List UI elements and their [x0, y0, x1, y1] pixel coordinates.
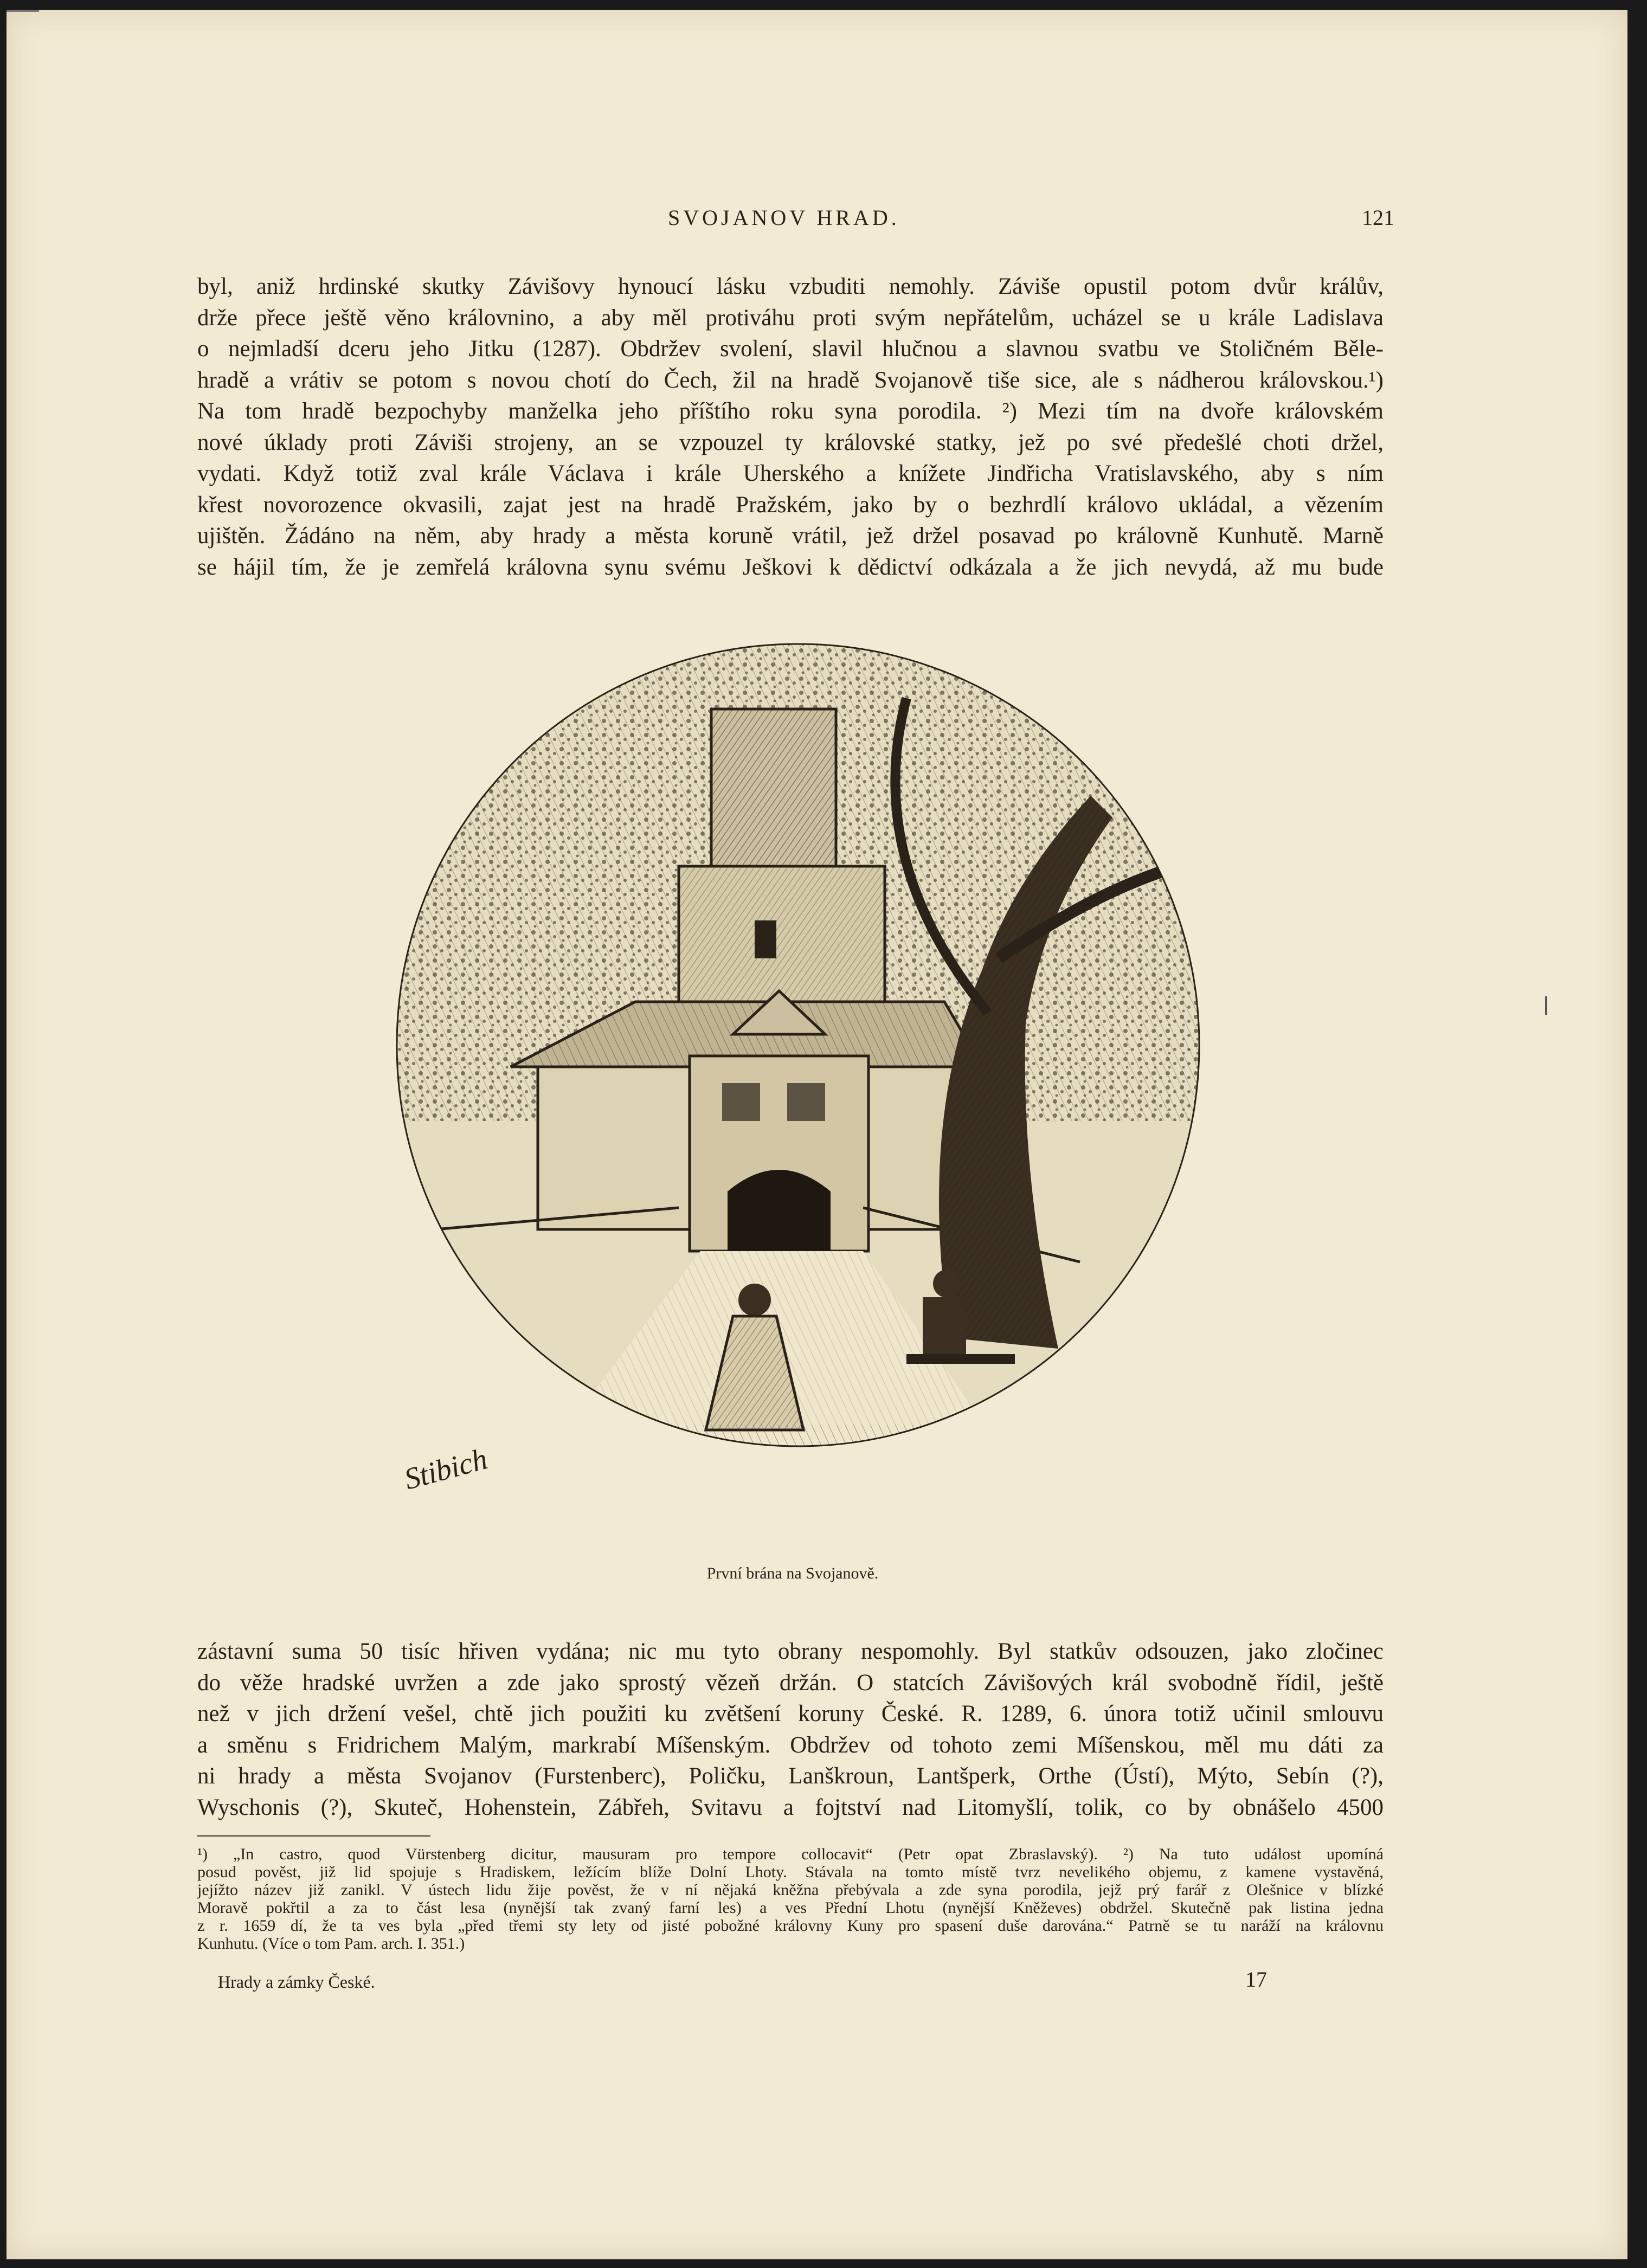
illustration-caption: První brána na Svojanově. [706, 1564, 879, 1582]
footnotes [197, 1845, 1384, 1953]
paragraph-top [197, 271, 1384, 583]
text-line: křest novorozence okvasili, zajat jest na hradě Pražském, jako by o bezhrdlí královo ukládal, a vězením [197, 492, 1384, 518]
footnote-line: Moravě pokřtil a za to část lesa (nynější tak zvaný farní les) a ves Přední Lhotu (nynější Kněževes) obdržel. Skutečně pak listina jedna [197, 1899, 1384, 1917]
text-line: zástavní suma 50 tisíc hřiven vydána; nic mu tyto obrany nespomohly. Byl statkův odsouzen, jako zločinec [197, 1639, 1384, 1664]
paragraph-bottom [197, 1636, 1384, 1823]
footer-signature-number: 17 [1245, 1967, 1267, 1992]
text-line: byl, aniž hrdinské skutky Závišovy hynoucí lásku vzbuditi nemohly. Záviše opustil potom dvůr králův, [197, 274, 1384, 299]
footnote-line: jejížto název již zanikl. V ústech lidu žije pověst, že v ní nějaká kněžna přebývala a zde syna porodila, jejž prý farář z Olešnice v blízké [197, 1881, 1384, 1899]
footnote-rule [197, 1835, 430, 1837]
footnote-line: ¹) „In castro, quod Vürstenberg dicitur, mausuram pro tempore collocavit“ (Petr opat Zbraslavský). ²) Na tuto událost upomíná [197, 1845, 1384, 1863]
text-line: nové úklady proti Záviši strojeny, an se vzpouzel ty královské statky, jež po své předešlé choti držel, [197, 429, 1384, 455]
text-line: vydati. Když totiž zval krále Václava i krále Uherského a knížete Jindřicha Vratislavského, aby s ním [197, 461, 1384, 486]
text-line: ujištěn. Žádáno na něm, aby hrady a města koruně vrátil, jež držel posavad po královně Kunhutě. Marně [197, 523, 1384, 549]
text-line: Na tom hradě bezpochyby manželka jeho příštího roku syna porodila. ²) Mezi tím na dvoře královském [197, 398, 1384, 424]
page-edge-mark [7, 10, 39, 12]
footnote-line: posud pověst, již lid spojuje s Hradiskem, ležícím blíže Dolní Lhoty. Stávala na tomto místě tvrz nevelikého objemu, z kamene vystavěná, [197, 1863, 1384, 1881]
footnote-line: Kunhutu. (Více o tom Pam. arch. I. 351.) [197, 1935, 465, 1953]
text-line: drže přece ještě věno královnino, a aby měl protiváhu proti svým nepřátelům, ucházel se u krále Ladislava [197, 305, 1384, 331]
page-number: 121 [1362, 205, 1394, 230]
margin-mark [1545, 996, 1547, 1015]
text-line: Wyschonis (?), Skuteč, Hohenstein, Zábřeh, Svitavu a fojtství nad Litomyšlí, tolik, co by obnášelo 4500 [197, 1794, 1384, 1820]
text-line: a směnu s Fridrichem Malým, markrabí Míšenským. Obdržev od tohoto zemi Míšenskou, měl mu dáti za [197, 1732, 1384, 1758]
gatehouse [511, 991, 982, 1251]
running-title: SVOJANOV HRAD. [668, 205, 900, 230]
artist-signature: Stibich [401, 1442, 491, 1497]
text-line: se hájil tím, že je zemřelá královna synu svému Ješkovi k dědictví odkázala a že jich nevydá, až mu bude [197, 554, 1384, 580]
running-head [202, 205, 1394, 237]
text-line: o nejmladší dceru jeho Jitku (1287). Obdržev svolení, slavil hlučnou a slavnou svatbu ve Stoličném Běle- [197, 336, 1384, 362]
footnote-line: z r. 1659 dí, že ta ves byla „před třemi sty lety od jisté pobožné královny Kuny pro spasení duše darována.“ Patrně se tu naráží na královnu [197, 1917, 1384, 1935]
text-line: ni hrady a města Svojanov (Furstenberc), Poličku, Lanškroun, Lantšperk, Orthe (Ústí), Mýto, Sebín (?), [197, 1763, 1384, 1789]
footer-series-title: Hrady a zámky České. [218, 1972, 375, 1992]
engraving-castle-gate [375, 633, 1221, 1522]
book-page [7, 10, 1627, 2259]
text-line: než v jich držení vešel, chtě jich použiti ku zvětšení koruny České. R. 1289, 6. února totiž učinil smlouvu [197, 1701, 1384, 1726]
text-line: do věže hradské uvržen a zde jako sprostý vězeň držán. O statcích Závišových král svobodně řídil, ještě [197, 1670, 1384, 1696]
text-line: hradě a vrátiv se potom s novou chotí do Čech, žil na hradě Svojanově tiše sice, ale s nádherou královskou.¹) [197, 367, 1384, 393]
